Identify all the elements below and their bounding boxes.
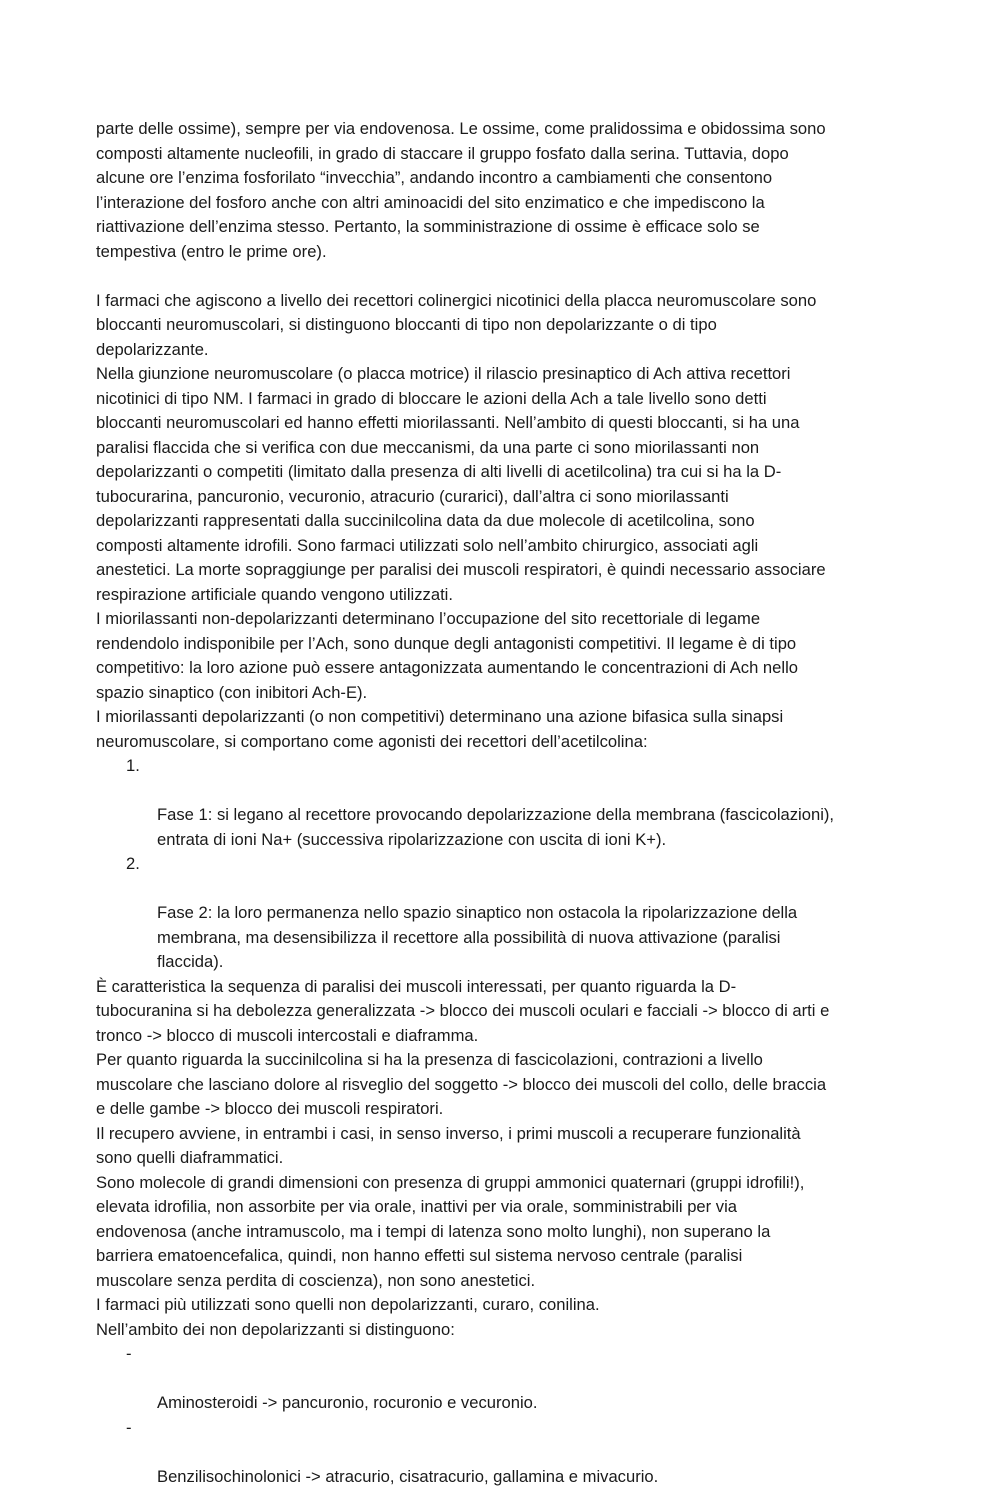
paragraph-farmaci-utilizzati: I farmaci più utilizzati sono quelli non depolarizzanti, curaro, conilina. (96, 1293, 906, 1318)
paragraph-ambito-non-depolarizzanti: Nell’ambito dei non depolarizzanti si distinguono: (96, 1318, 906, 1343)
list-item-text: Fase 1: si legano al recettore provocando depolarizzazione della membrana (fascicolazioni), entrata di ioni Na+ (successiva ripolarizzazione con uscita di ioni K+). (157, 805, 834, 849)
document-page (96, 117, 906, 1489)
list-marker: - (126, 1342, 132, 1367)
list-marker: - (126, 1416, 132, 1441)
paragraph-ossime: parte delle ossime), sempre per via endovenosa. Le ossime, come pralidossima e obidossima sono composti altamente nucleofili, in grado di staccare il gruppo fosfato dalla serina. Tuttavia, dopo alcune ore l’enzima fosforilato “invecchia”, andando incontro a cambiamenti che consentono l’interazione del fosforo anche con altri aminoacidi del sito enzimatico e che impediscono la riattivazione dell’enzima stesso. Pertanto, la somministrazione di ossime è efficace solo se tempestiva (entro le prime ore). (96, 117, 906, 264)
paragraph-giunzione-neuromuscolare: Nella giunzione neuromuscolare (o placca motrice) il rilascio presinaptico di Ach attiva recettori nicotinici di tipo NM. I farmaci in grado di bloccare le azioni della Ach a tale livello sono detti bloccanti neuromuscolari ed hanno effetti miorilassanti. Nell’ambito di questi bloccanti, si ha una paralisi flaccida che si verifica con due meccanismi, da una parte ci sono miorilassanti non depolarizzanti o competiti (limitato dalla presenza di alti livelli di acetilcolina) tra cui si ha la D- tubocurarina, pancuronio, vecuronio, atracurio (curarici), dall’altra ci sono miorilassanti depolarizzanti rappresentati dalla succinilcolina data da due molecole di acetilcolina, sono composti altamente idrofili. Sono farmaci utilizzati solo nell’ambito chirurgico, associati agli anestetici. La morte sopraggiunge per paralisi dei muscoli respiratori, è quindi necessario associare respirazione artificiale quando vengono utilizzati. (96, 362, 906, 607)
list-marker: 1. (126, 754, 140, 779)
list-item (96, 852, 906, 975)
paragraph-non-depolarizzanti: I miorilassanti non-depolarizzanti determinano l’occupazione del sito recettoriale di legame rendendolo indisponibile per l’Ach, sono dunque degli antagonisti competitivi. Il legame è di tipo competitivo: la loro azione può essere antagonizzata aumentando le concentrazioni di Ach nello spazio sinaptico (con inibitori Ach-E). (96, 607, 906, 705)
list-item-text: Benzilisochinolonici -> atracurio, cisatracurio, gallamina e mivacurio. (157, 1467, 658, 1486)
dash-list (96, 1342, 906, 1489)
list-item-text: Aminosteroidi -> pancuronio, rocuronio e vecuronio. (157, 1393, 537, 1412)
paragraph-sequenza-paralisi: È caratteristica la sequenza di paralisi dei muscoli interessati, per quanto riguarda la D- tubocuranina si ha debolezza generalizzata -> blocco dei muscoli oculari e facciali -> blocco di arti e tronco -> blocco di muscoli intercostali e diaframma. (96, 975, 906, 1049)
paragraph-farmaci-nicotinici: I farmaci che agiscono a livello dei recettori colinergici nicotinici della placca neuromuscolare sono bloccanti neuromuscolari, si distinguono bloccanti di tipo non depolarizzante o di tipo depolarizzante. (96, 289, 906, 363)
list-item (96, 1416, 906, 1489)
paragraph-recupero: Il recupero avviene, in entrambi i casi, in senso inverso, i primi muscoli a recuperare funzionalità sono quelli diaframmatici. (96, 1122, 906, 1171)
paragraph-molecole: Sono molecole di grandi dimensioni con presenza di gruppi ammonici quaternari (gruppi idrofili!), elevata idrofilia, non assorbite per via orale, inattivi per via orale, somministrabili per via endovenosa (anche intramuscolo, ma i tempi di latenza sono molto lunghi), non superano la barriera ematoencefalica, quindi, non hanno effetti sul sistema nervoso centrale (paralisi muscolare senza perdita di coscienza), non sono anestetici. (96, 1171, 906, 1294)
paragraph-succinilcolina: Per quanto riguarda la succinilcolina si ha la presenza di fascicolazioni, contrazioni a livello muscolare che lasciano dolore al risveglio del soggetto -> blocco dei muscoli del collo, delle braccia e delle gambe -> blocco dei muscoli respiratori. (96, 1048, 906, 1122)
list-marker: 2. (126, 852, 140, 877)
paragraph-depolarizzanti: I miorilassanti depolarizzanti (o non competitivi) determinano una azione bifasica sulla sinapsi neuromuscolare, si comportano come agonisti dei recettori dell’acetilcolina: (96, 705, 906, 754)
paragraph-gap (96, 264, 906, 289)
list-item (96, 1342, 906, 1416)
list-item (96, 754, 906, 852)
numbered-list (96, 754, 906, 975)
list-item-text: Fase 2: la loro permanenza nello spazio sinaptico non ostacola la ripolarizzazione della membrana, ma desensibilizza il recettore alla possibilità di nuova attivazione (paralisi flaccida). (157, 903, 797, 971)
